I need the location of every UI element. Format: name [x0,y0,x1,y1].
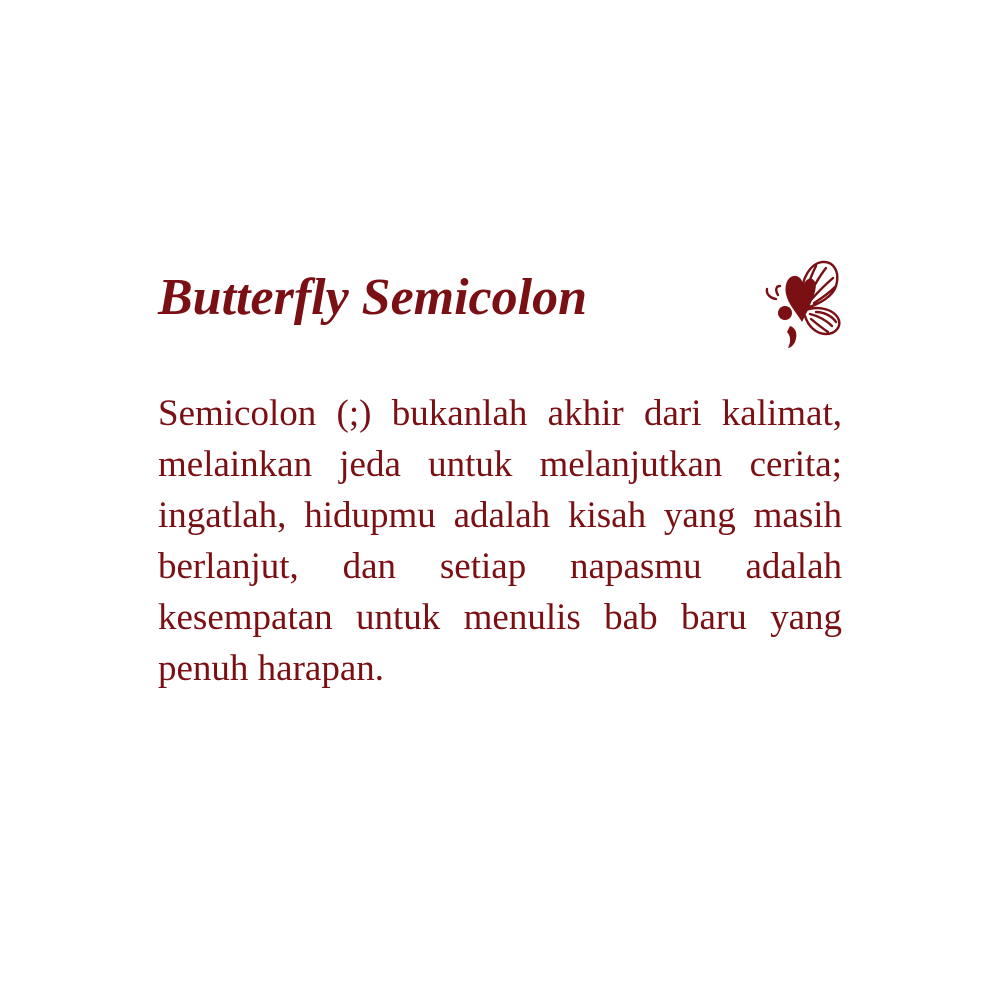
quote-text: Semicolon (;) bukanlah akhir dari kalimat, melainkan jeda untuk melanjutkan cerita; ingatlah, hidupmu adalah kisah yang masih berlanjut, dan setiap napasmu adalah kesempatan untuk menulis bab baru yang penuh harapan. [158,393,842,689]
butterfly-semicolon-icon [756,256,844,352]
page-title: Butterfly Semicolon [158,269,587,326]
